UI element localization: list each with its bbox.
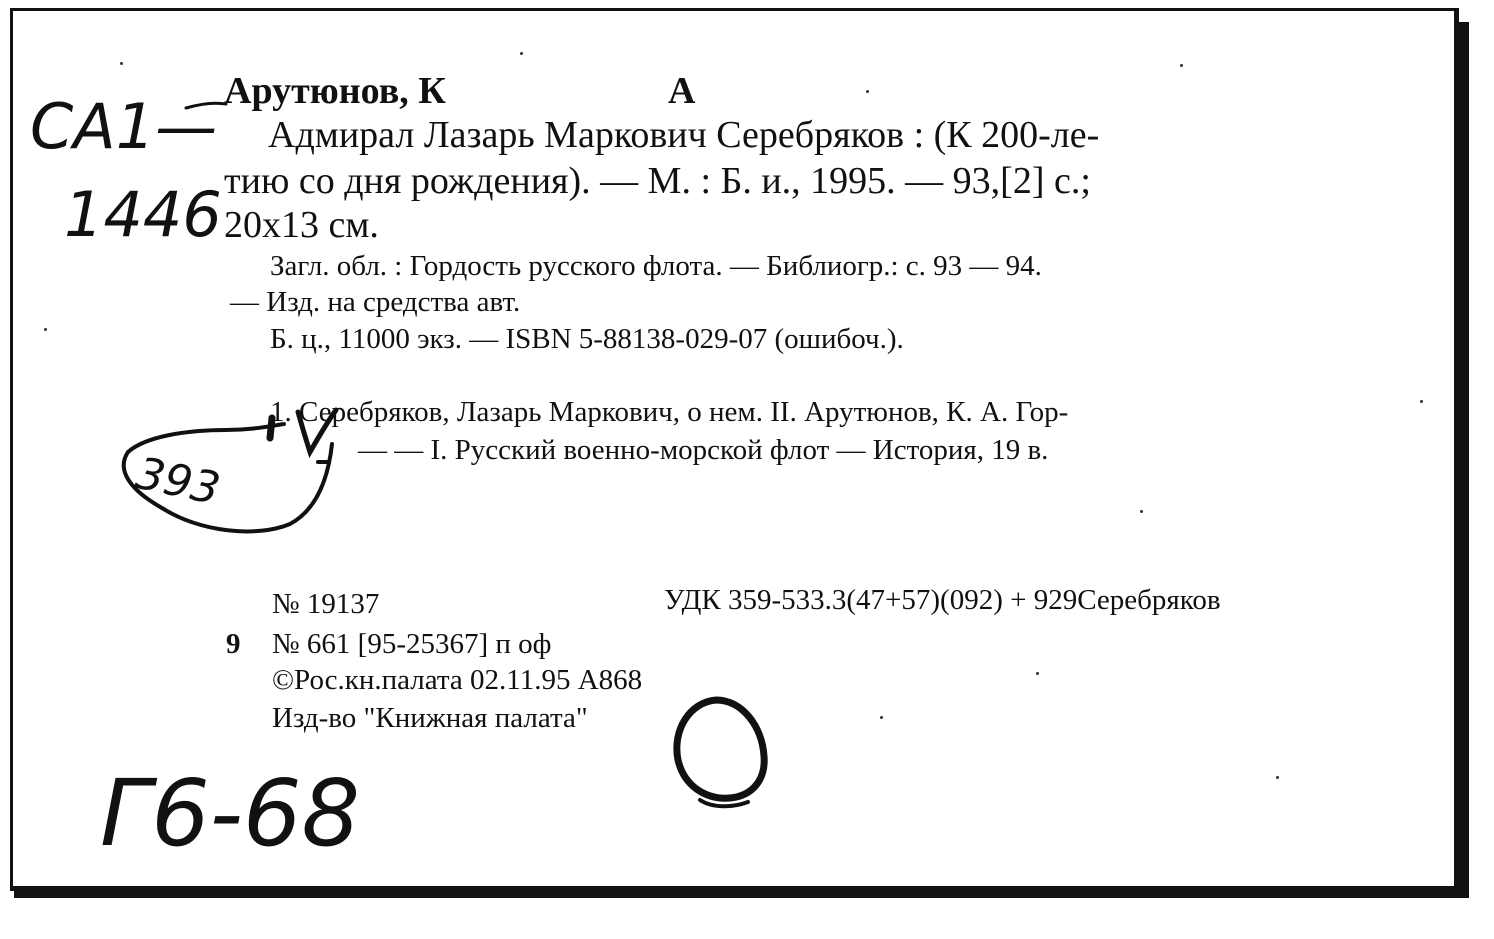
speck — [1140, 510, 1143, 513]
speck — [1420, 400, 1423, 403]
digit-nine: 9 — [226, 628, 241, 660]
note-line-1: Загл. обл. : Гордость русского флота. — Библиогр.: с. 93 — 94. — [270, 250, 1042, 282]
speck — [866, 90, 869, 93]
author-heading: Арутюнов, К — [224, 70, 446, 112]
subject-line-1: 1. Серебряков, Лазарь Маркович, о нем. II. Арутюнов, К. А. Гор- — [270, 396, 1069, 428]
speck — [1276, 776, 1279, 779]
speck — [1036, 672, 1039, 675]
speck — [520, 52, 523, 55]
scribble-loop — [124, 424, 332, 531]
publisher-line: Изд-во "Книжная палата" — [272, 702, 588, 734]
card-number: № 19137 — [272, 588, 380, 620]
subject-line-2: — — I. Русский военно-морской флот — История, 19 в. — [358, 434, 1049, 466]
speck — [44, 328, 47, 331]
copyright-line: ©Рос.кн.палата 02.11.95 А868 — [272, 664, 643, 696]
registration-number: № 661 [95-25367] п оф — [272, 628, 552, 660]
title-line-2: тию со дня рождения). — М. : Б. и., 1995. — 93,[2] с.; — [224, 160, 1091, 202]
price-line: Б. ц., 11000 экз. — ISBN 5-88138-029-07 (ошибоч.). — [270, 323, 904, 355]
underline-stroke — [186, 103, 226, 108]
title-line-3: 20х13 см. — [224, 204, 379, 246]
speck — [120, 62, 123, 65]
author-initial: А — [668, 70, 696, 112]
handwritten-bottom-code: Г6-68 — [100, 760, 361, 867]
note-line-2: — Изд. на средства авт. — [230, 286, 521, 318]
speck — [1180, 64, 1183, 67]
stamp-circle — [677, 700, 764, 798]
handwritten-shelf-mark-bottom: 1446 — [64, 178, 222, 251]
handwritten-shelf-mark-top: СА1— — [30, 90, 218, 163]
title-line-1: Адмирал Лазарь Маркович Серебряков : (К 200-ле- — [268, 114, 1100, 156]
handwritten-scribble-number: 393 — [131, 447, 225, 516]
speck — [880, 716, 883, 719]
udc-code: УДК 359-533.3(47+57)(092) + 929Серебряков — [664, 584, 1221, 616]
